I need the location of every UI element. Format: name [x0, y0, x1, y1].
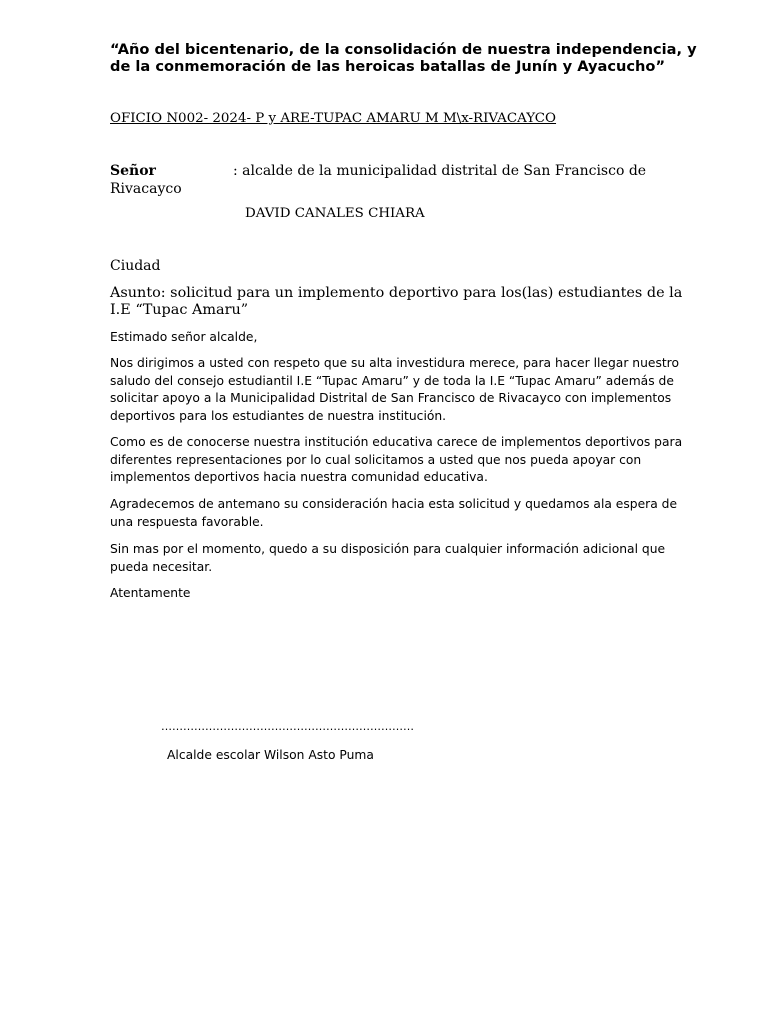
city-line: Ciudad [110, 258, 161, 274]
paragraph-3: Agradecemos de antemano su consideración hacia esta solicitud y quedamos ala espera de una respuesta favorable. [110, 497, 678, 529]
oficio-number: OFICIO N002- 2024- P y ARE-TUPAC AMARU M M\x-RIVACAYCO [110, 111, 557, 126]
recipient-block [110, 163, 670, 198]
recipient-name: DAVID CANALES CHIARA [245, 206, 425, 221]
recipient-label: Señor [110, 163, 156, 179]
year-heading: “Año del bicentenario, de la consolidación de nuestra independencia, y de la conmemoración de las heroicas batallas de Junín y Ayacucho” [110, 41, 697, 75]
signature-line: …………………………………………………………… [161, 720, 414, 733]
subject-line: Asunto: solicitud para un implemento deportivo para los(las) estudiantes de la I.E “Tupac Amaru” [110, 285, 683, 318]
paragraph-2: Como es de conocerse nuestra institución educativa carece de implementos deportivos para diferentes representaciones por lo cual solicitamos a usted que nos pueda apoyar con implementos deportivos hacia nuestra comunidad educativa. [110, 435, 683, 485]
paragraph-4: Sin mas por el momento, quedo a su disposición para cualquier información adicional que pueda necesitar. [110, 542, 666, 574]
recipient-title: : alcalde de la municipalidad distrital de San Francisco de Rivacayco [110, 163, 647, 197]
paragraph-1: Nos dirigimos a usted con respeto que su alta investidura merece, para hacer llegar nuestro saludo del consejo estudiantil I.E “Tupac Amaru” y de toda la I.E “Tupac Amaru” además de solicitar apoyo a la Municipalidad Distrital de San Francisco de Rivacayco con implementos deportivos para los estudiantes de nuestra institución. [110, 356, 679, 424]
signature-name: Alcalde escolar Wilson Asto Puma [167, 748, 374, 762]
closing: Atentamente [110, 586, 191, 600]
greeting: Estimado señor alcalde, [110, 330, 258, 344]
